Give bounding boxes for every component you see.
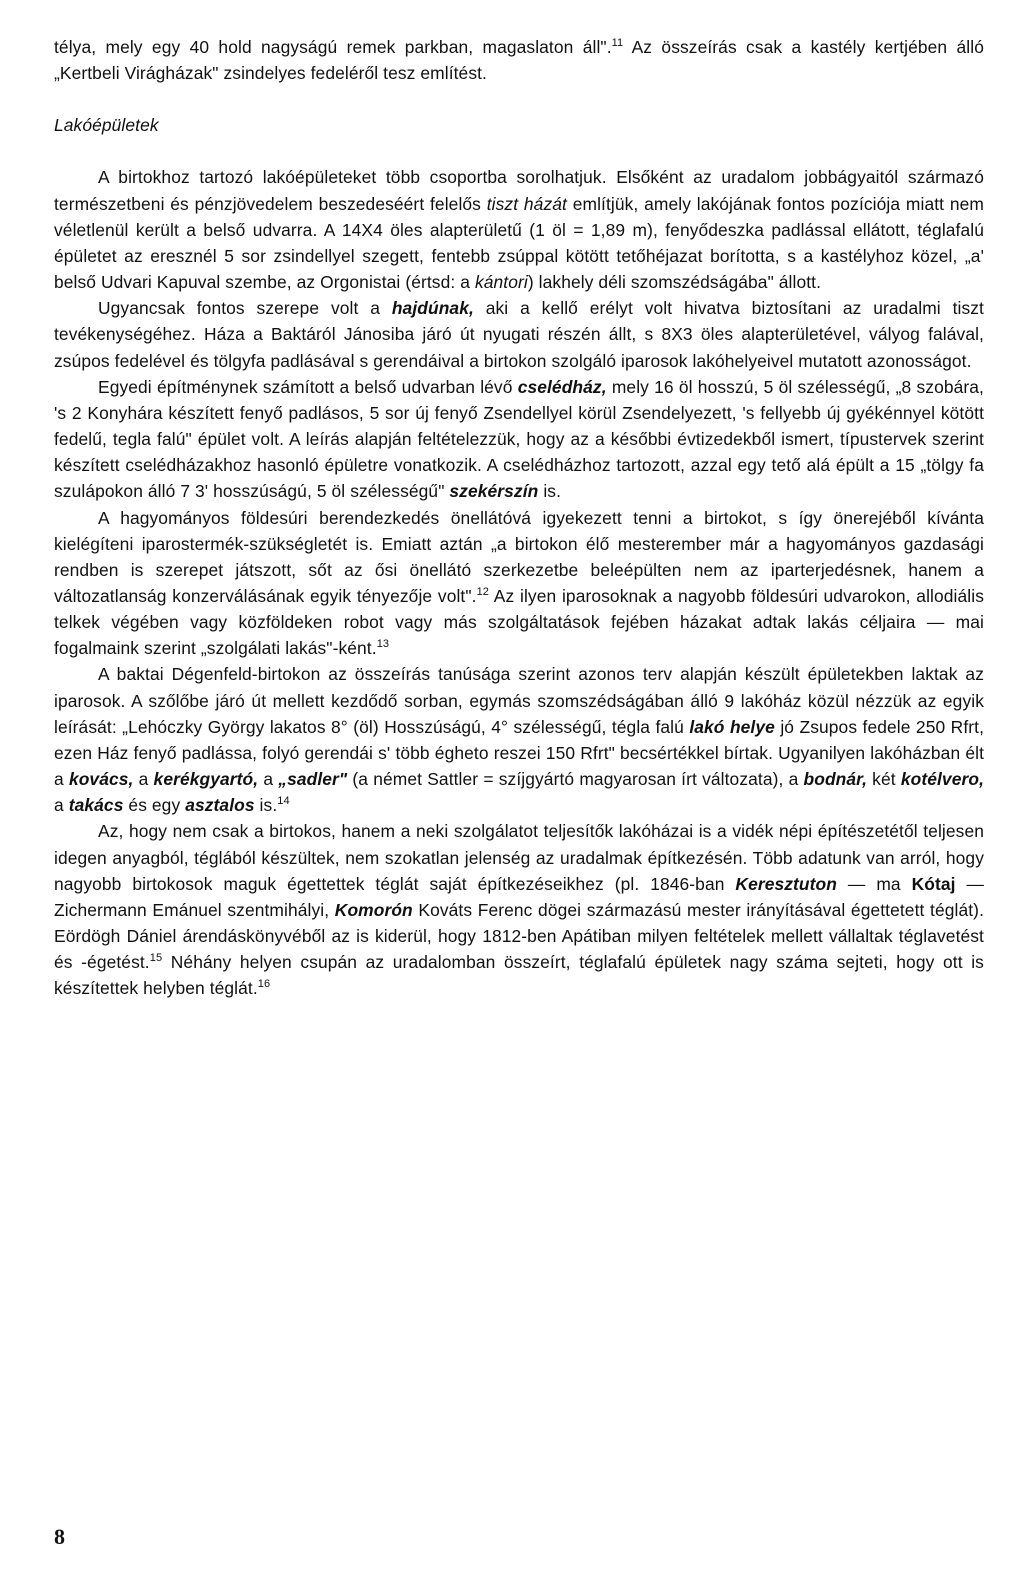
emphasis-text: kántori — [474, 272, 528, 293]
paragraph — [54, 34, 984, 86]
paragraph — [54, 164, 984, 295]
paragraph — [54, 818, 984, 1001]
text-run: is. — [538, 481, 562, 502]
text-run: a — [258, 769, 279, 790]
text-run: A hagyományos földesúri berendezkedés önellátóvá igyekezett tenni a birtokot, s így önerejéből kívánta kielégíteni iparostermék-szükségletét is. Emiatt aztán „a birtokon élő mesterember már a hagyományos gazdasági rendben is szerepet játszott, sőt az ősi önellátó szerkezetbe beleépülten nem az iparterjedésnek, hanem a változatlanság konzerválásának egyik tényezője volt". — [54, 507, 984, 606]
text-run: a — [54, 795, 69, 816]
emphasis-text: szekérszín — [449, 481, 539, 502]
footnote-ref: 15 — [149, 952, 163, 965]
paragraph — [54, 295, 984, 373]
text-run: Ugyancsak fontos szerepe volt a — [98, 298, 392, 319]
text-run: mely 16 öl hosszú, 5 öl szélességű, „8 szobára, 's 2 Konyhára készített fenyő padlásos, 5 sor új fenyő Zsendellyel körül Zsendelyezett, 's fellyebb új gyékénnyel kötött fedelű, tegla falú" épület volt. A leírás alapján feltételezzük, hogy az a későbbi évtizedekből ismert, típustervek szerint készített cselédházakhoz hasonló épületre vonatkozik. A cselédházhoz tartozott, azzal egy tető alá épült a 15 „tölgy fa szulápokon álló 7 3' hosszúságú, 5 öl szélességű" — [54, 376, 984, 502]
text-run: két — [867, 769, 901, 790]
text-run: és egy — [123, 795, 186, 816]
emphasis-text: „sadler" — [278, 769, 348, 790]
emphasis-text: asztalos — [185, 795, 255, 816]
section-heading — [54, 112, 984, 138]
text-run: — ma — [837, 873, 912, 894]
emphasis-text: kovács, — [68, 769, 134, 790]
page-number: 8 — [54, 1524, 65, 1549]
text-run: ) lakhely déli szomszédságába" állott. — [527, 272, 822, 293]
emphasis-text: Keresztuton — [735, 873, 837, 894]
paragraph — [54, 661, 984, 818]
text-run: jó Zsupos fedele 250 Rfrt, ezen Ház fenyő padlássa, folyó gerendái s' több égheto reszei 150 Rfrt" becsértékkel bírtak. Ugyanilyen lakóházban élt a — [54, 716, 985, 790]
footnote-ref: 14 — [277, 795, 290, 808]
footnote-ref: 13 — [376, 638, 390, 651]
paragraph — [54, 374, 984, 505]
text-run: Kováts Ferenc dögei származású mester irányításával égettetett téglát). Eördögh Dániel árendáskönyvéből az is kiderül, hogy 1812-ben Apátiban milyen feltételek mellett vállaltak téglavetést és -égetést. — [54, 899, 985, 973]
emphasis-text: Komorón — [334, 899, 413, 920]
text-run: (a német Sattler = szíjgyártó magyarosan írt változata), a — [347, 769, 804, 790]
text-run: Az összeírás csak a kastély kertjében álló „Kertbeli Virágházak" zsindelyes fedeléről tesz említést. — [54, 37, 984, 84]
emphasis-text: takács — [68, 795, 124, 816]
text-run: aki a kellő erélyt volt hivatva biztosítani az uradalmi tiszt tevékenységéhez. Háza a Baktáról Jánosiba járó út nyugati részén állt, s 8X3 öles alapterületével, vályog falával, zsúpos fedelével és tölgyfa padlásával s gerendáival a birtokon szolgáló iparosok lakóhelyeivel mutatott azonosságot. — [54, 298, 984, 371]
text-run: a — [133, 769, 154, 790]
emphasis-text: kotélvero, — [900, 769, 984, 790]
text-run: Az ilyen iparosoknak a nagyobb földesúri udvarokon, allodiális telkek végében vagy közföldeken robot vagy más szolgáltatások fejében házakat adtak lakás céljaira — mai fogalmaink szerint „szolgálati lakás"-ként. — [54, 585, 984, 659]
text-run: A birtokhoz tartozó lakóépületeket több csoportba sorolhatjuk. Elsőként az uradalom jobbágyaitól származó természetbeni és pénzjövedelem beszedeséért felelős — [54, 167, 984, 214]
page-body — [54, 34, 984, 1001]
text-run: — Zichermann Emánuel szentmihályi, — [54, 873, 984, 920]
paragraph — [54, 505, 984, 662]
text-run: Néhány helyen csupán az uradalomban összeírt, téglafalú épületek nagy száma sejteti, hogy ott is készítettek helyben téglát. — [54, 952, 984, 999]
emphasis-text: bodnár, — [803, 769, 868, 790]
emphasis-text: cselédház, — [517, 376, 607, 397]
emphasis-text: Kótaj — [911, 873, 956, 894]
emphasis-text: hajdúnak, — [391, 298, 474, 319]
text-run: említjük, amely lakójának fontos pozíciója miatt nem véletlenül került a belső udvarra. A 14X4 öles alapterületű (1 öl = 1,89 m), fenyődeszka padlással ellátott, téglafalú épületet az eresznél 5 sor zsindellyel szegett, fentebb zsúppal kötött tetőhéjazat borította, s a kastélyhoz közel, „a' belső Udvari Kapuval szembe, az Orgonistai (értsd: a — [54, 193, 984, 293]
text-run: Lakóépületek — [54, 115, 159, 136]
footnote-ref: 12 — [476, 586, 490, 599]
footnote-ref: 16 — [257, 978, 271, 991]
text-run: Az, hogy nem csak a birtokos, hanem a neki szolgálatot teljesítők lakóházai is a vidék népi építészetétől teljesen idegen anyagból, téglából készültek, nem szokatlan jelenség az uradalmak építkezésén. Több adatunk van arról, hogy nagyobb birtokosok maguk égettettek téglát saját építkezéseikhez (pl. 1846-ban — [54, 821, 984, 894]
text-run: is. — [254, 795, 278, 816]
text-run: télya, mely egy 40 hold nagyságú remek parkban, magaslaton áll". — [54, 37, 612, 57]
footnote-ref: 11 — [611, 37, 624, 50]
text-run: A baktai Dégenfeld-birtokon az összeírás tanúsága szerint azonos terv alapján készült épületekben laktak az iparosok. A szőlőbe járó út mellett kezdődő sorban, egymás szomszédságában álló 9 lakóház közül nézzük az egyik leírását: „Lehóczky György lakatos 8° (öl) Hosszúságú, 4° szélességű, tégla falú — [54, 664, 984, 737]
emphasis-text: tiszt házát — [486, 193, 567, 214]
emphasis-text: lakó helye — [689, 716, 775, 737]
emphasis-text: kerékgyartó, — [153, 769, 259, 790]
text-run: Egyedi építménynek számított a belső udvarban lévő — [98, 376, 518, 397]
